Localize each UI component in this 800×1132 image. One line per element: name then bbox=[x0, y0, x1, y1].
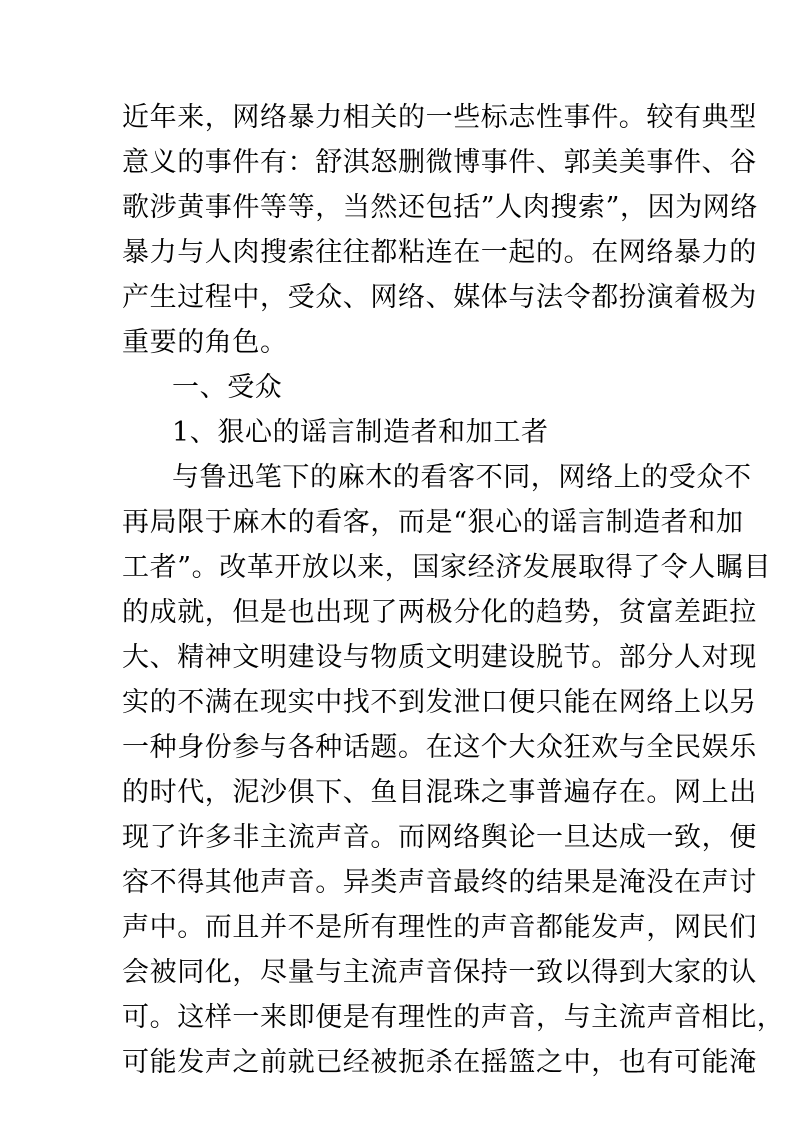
text-line: 一种身份参与各种话题。在这个大众狂欢与全民娱乐 bbox=[122, 732, 757, 763]
text-line: 工者”。改革开放以来，国家经济发展取得了令人瞩目 bbox=[122, 552, 772, 583]
text-line: 会被同化，尽量与主流声音保持一致以得到大家的认 bbox=[122, 957, 757, 988]
text-line: 产生过程中，受众、网络、媒体与法令都扮演着极为 bbox=[122, 282, 757, 313]
text-line: 大、精神文明建设与物质文明建设脱节。部分人对现 bbox=[122, 642, 757, 673]
text-line: 再局限于麻木的看客，而是“狠心的谣言制造者和加 bbox=[122, 507, 744, 538]
text-line: 的成就，但是也出现了两极分化的趋势，贫富差距拉 bbox=[122, 597, 757, 628]
text-line: 可。这样一来即便是有理性的声音，与主流声音相比， bbox=[122, 1002, 785, 1033]
text-line: 近年来，网络暴力相关的一些标志性事件。较有典型 bbox=[122, 102, 757, 133]
text-line: 容不得其他声音。异类声音最终的结果是淹没在声讨 bbox=[122, 867, 757, 898]
subsection-heading: 1、狠心的谣言制造者和加工者 bbox=[172, 417, 549, 448]
text-line: 声中。而且并不是所有理性的声音都能发声，网民们 bbox=[122, 912, 757, 943]
text-line: 意义的事件有：舒淇怒删微博事件、郭美美事件、谷 bbox=[122, 147, 757, 178]
text-line: 的时代，泥沙俱下、鱼目混珠之事普遍存在。网上出 bbox=[122, 777, 757, 808]
text-line: 暴力与人肉搜索往往都粘连在一起的。在网络暴力的 bbox=[122, 237, 757, 268]
text-line: 歌涉黄事件等等，当然还包括”人肉搜索”，因为网络 bbox=[122, 192, 759, 223]
text-line: 可能发声之前就已经被扼杀在摇篮之中，也有可能淹 bbox=[122, 1047, 757, 1078]
section-heading: 一、受众 bbox=[172, 372, 283, 403]
text-line: 重要的角色。 bbox=[122, 327, 288, 358]
text-line: 现了许多非主流声音。而网络舆论一旦达成一致，便 bbox=[122, 822, 757, 853]
text-line: 实的不满在现实中找不到发泄口便只能在网络上以另 bbox=[122, 687, 757, 718]
text-line: 与鲁迅笔下的麻木的看客不同，网络上的受众不 bbox=[172, 462, 752, 493]
